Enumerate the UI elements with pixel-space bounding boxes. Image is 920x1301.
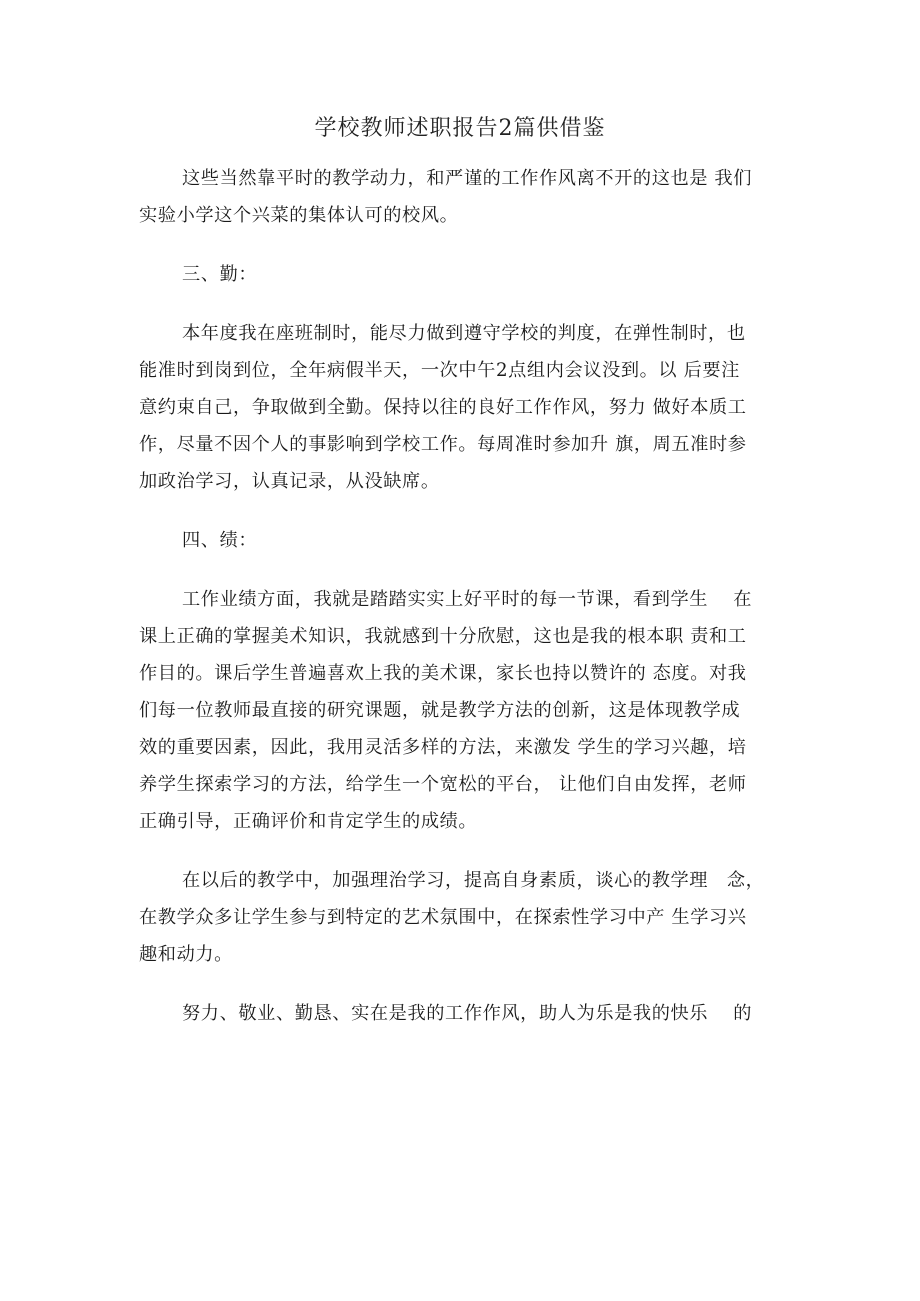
paragraph [139, 581, 785, 840]
paragraph [139, 315, 785, 500]
paragraph-line: 工作业绩方面，我就是踏踏实实上好平时的每一节课，看到学生 在 [182, 589, 753, 610]
paragraph-line: 作目的。课后学生普遍喜欢上我的美术课，家长也持以赞许的 态度。对我 [139, 663, 747, 684]
paragraph-line: 课上正确的掌握美术知识，我就感到十分欣慰，这也是我的根本职 责和工 [139, 626, 747, 647]
paragraph-gap [139, 500, 785, 522]
document-body [139, 160, 785, 1032]
paragraph-line: 本年度我在座班制时，能尽力做到遵守学校的判度，在弹性制时，也 [182, 323, 746, 344]
paragraph-gap [139, 234, 785, 256]
paragraph-gap [139, 293, 785, 315]
document-title: 学校教师述职报告2篇供借鉴 [314, 116, 606, 141]
paragraph-line: 意约束自己，争取做到全勤。保持以往的良好工作作风，努力 做好本质工 [139, 397, 747, 418]
paragraph-line: 能准时到岗到位，全年病假半天，一次中午2点组内会议没到。以 后要注 [139, 360, 740, 381]
paragraph-line: 这些当然靠平时的教学动力，和严谨的工作作风离不开的这也是 我们 [182, 168, 753, 189]
paragraph-line: 效的重要因素，因此，我用灵活多样的方法，来激发 学生的学习兴趣，培 [139, 737, 747, 758]
paragraph [139, 995, 785, 1032]
paragraph-line: 正确引导，正确评价和肯定学生的成绩。 [139, 811, 478, 832]
paragraph-line: 作，尽量不因个人的事影响到学校工作。每周准时参加升 旗，周五准时参 [139, 434, 747, 455]
paragraph-line: 趣和动力。 [139, 944, 233, 965]
paragraph [139, 862, 785, 973]
paragraph-line: 实验小学这个兴菜的集体认可的校风。 [139, 205, 459, 226]
paragraph [139, 522, 785, 559]
paragraph [139, 160, 785, 234]
paragraph-line: 养学生探索学习的方法，给学生一个宽松的平台， 让他们自由发挥，老师 [139, 774, 747, 795]
paragraph-gap [139, 840, 785, 862]
paragraph-line: 三、勤： [182, 264, 258, 285]
paragraph-line: 在教学众多让学生参与到特定的艺术氛围中，在探索性学习中产 生学习兴 [139, 907, 747, 928]
paragraph-line: 努力、敬业、勤恳、实在是我的工作作风，助人为乐是我的快乐 的 [182, 1003, 753, 1024]
paragraph [139, 256, 785, 293]
paragraph-line: 四、绩： [182, 530, 258, 551]
paragraph-gap [139, 559, 785, 581]
paragraph-line: 加政治学习，认真记录，从没缺席。 [139, 471, 440, 492]
paragraph-line: 在以后的教学中，加强理治学习，提高自身素质，谈心的教学理 念， [182, 870, 765, 891]
paragraph-gap [139, 973, 785, 995]
paragraph-line: 们每一位教师最直接的研究课题，就是教学方法的创新，这是体现教学成 [139, 700, 741, 721]
